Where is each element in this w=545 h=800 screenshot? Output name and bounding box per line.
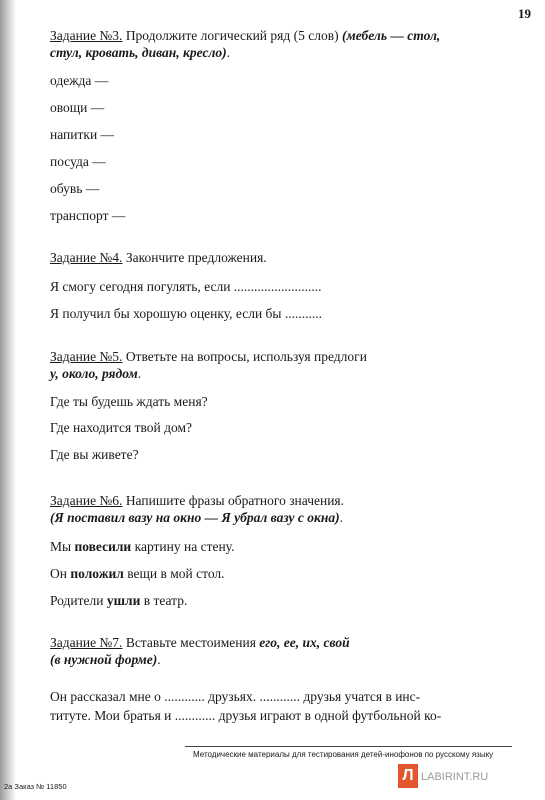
page-number: 19 — [518, 6, 531, 21]
task3-item: одежда — — [50, 73, 109, 88]
watermark-logo-icon: Л — [398, 764, 418, 788]
task7-exercise-text — [50, 687, 441, 725]
watermark-text: LABIRINT.RU — [421, 771, 489, 783]
task5-text: Ответьте на вопросы, используя предлоги — [122, 349, 367, 364]
footer-caption: Методические материалы для тестирования детей-инофонов по русскому языку — [193, 750, 494, 759]
task3-prompt: Задание №3. Продолжите логический ряд (5 слов) (мебель — стол, стул, кровать, диван, кресло). — [50, 28, 441, 60]
task3-item: напитки — — [50, 127, 115, 142]
task5-prompt: Задание №5. Ответьте на вопросы, используя предлоги у, около, рядом. — [50, 349, 367, 381]
task4-text: Закончите предложения. — [122, 250, 267, 265]
task4-prompt — [50, 249, 267, 266]
task4-item: Я получил бы хорошую оценку, если бы ........... — [50, 306, 322, 321]
task3-example-line1: (мебель — стол, — [341, 28, 441, 43]
task4-heading: Задание №4. — [50, 250, 123, 265]
task3-heading: Задание №3. — [50, 28, 123, 43]
task7-line: титуте. Мои братья и ............ друзья играют в одной футбольной ко- — [50, 708, 442, 723]
task5-item: Где вы живете? — [50, 447, 139, 462]
task7-note: (в нужной форме) — [50, 652, 158, 667]
task3-item: транспорт — — [50, 208, 126, 223]
task6-item: Родители ушли в театр. — [50, 593, 188, 608]
task7-line: Он рассказал мне о ............ друзьях. ............ друзья учатся в инс- — [50, 689, 421, 704]
task4-item: Я смогу сегодня погулять, если .......................... — [50, 279, 322, 294]
task7-prompt: Задание №7. Вставьте местоимения его, ее, их, свой (в нужной форме). — [50, 635, 350, 667]
task7-pronouns: его, ее, их, свой — [259, 635, 350, 650]
task3-item: посуда — — [50, 154, 106, 169]
task6-text: Напишите фразы обратного значения. — [122, 493, 345, 508]
task6-example: (Я поставил вазу на окно — Я убрал вазу с окна) — [50, 510, 340, 525]
task5-item: Где находится твой дом? — [50, 420, 193, 435]
task5-item: Где ты будешь ждать меня? — [50, 394, 208, 409]
task3-item: обувь — — [50, 181, 100, 196]
task7-heading: Задание №7. — [50, 635, 123, 650]
task3-text: Продолжите логический ряд (5 слов) — [122, 28, 342, 43]
page-binding-shadow — [0, 0, 16, 800]
task5-heading: Задание №5. — [50, 349, 123, 364]
task7-text: Вставьте местоимения — [122, 635, 260, 650]
task6-heading: Задание №6. — [50, 493, 123, 508]
task5-prepositions: у, около, рядом — [50, 366, 138, 381]
task6-item: Мы повесили картину на стену. — [50, 539, 235, 554]
print-order-tag: 2a Заказ № 11850 — [4, 782, 67, 791]
task3-item: овощи — — [50, 100, 105, 115]
task3-example-line2: стул, кровать, диван, кресло) — [50, 45, 227, 60]
footer-rule — [185, 746, 512, 747]
task6-prompt: Задание №6. Напишите фразы обратного значения. (Я поставил вазу на окно — Я убрал вазу с окна). — [50, 493, 345, 525]
task6-item: Он положил вещи в мой стол. — [50, 566, 225, 581]
